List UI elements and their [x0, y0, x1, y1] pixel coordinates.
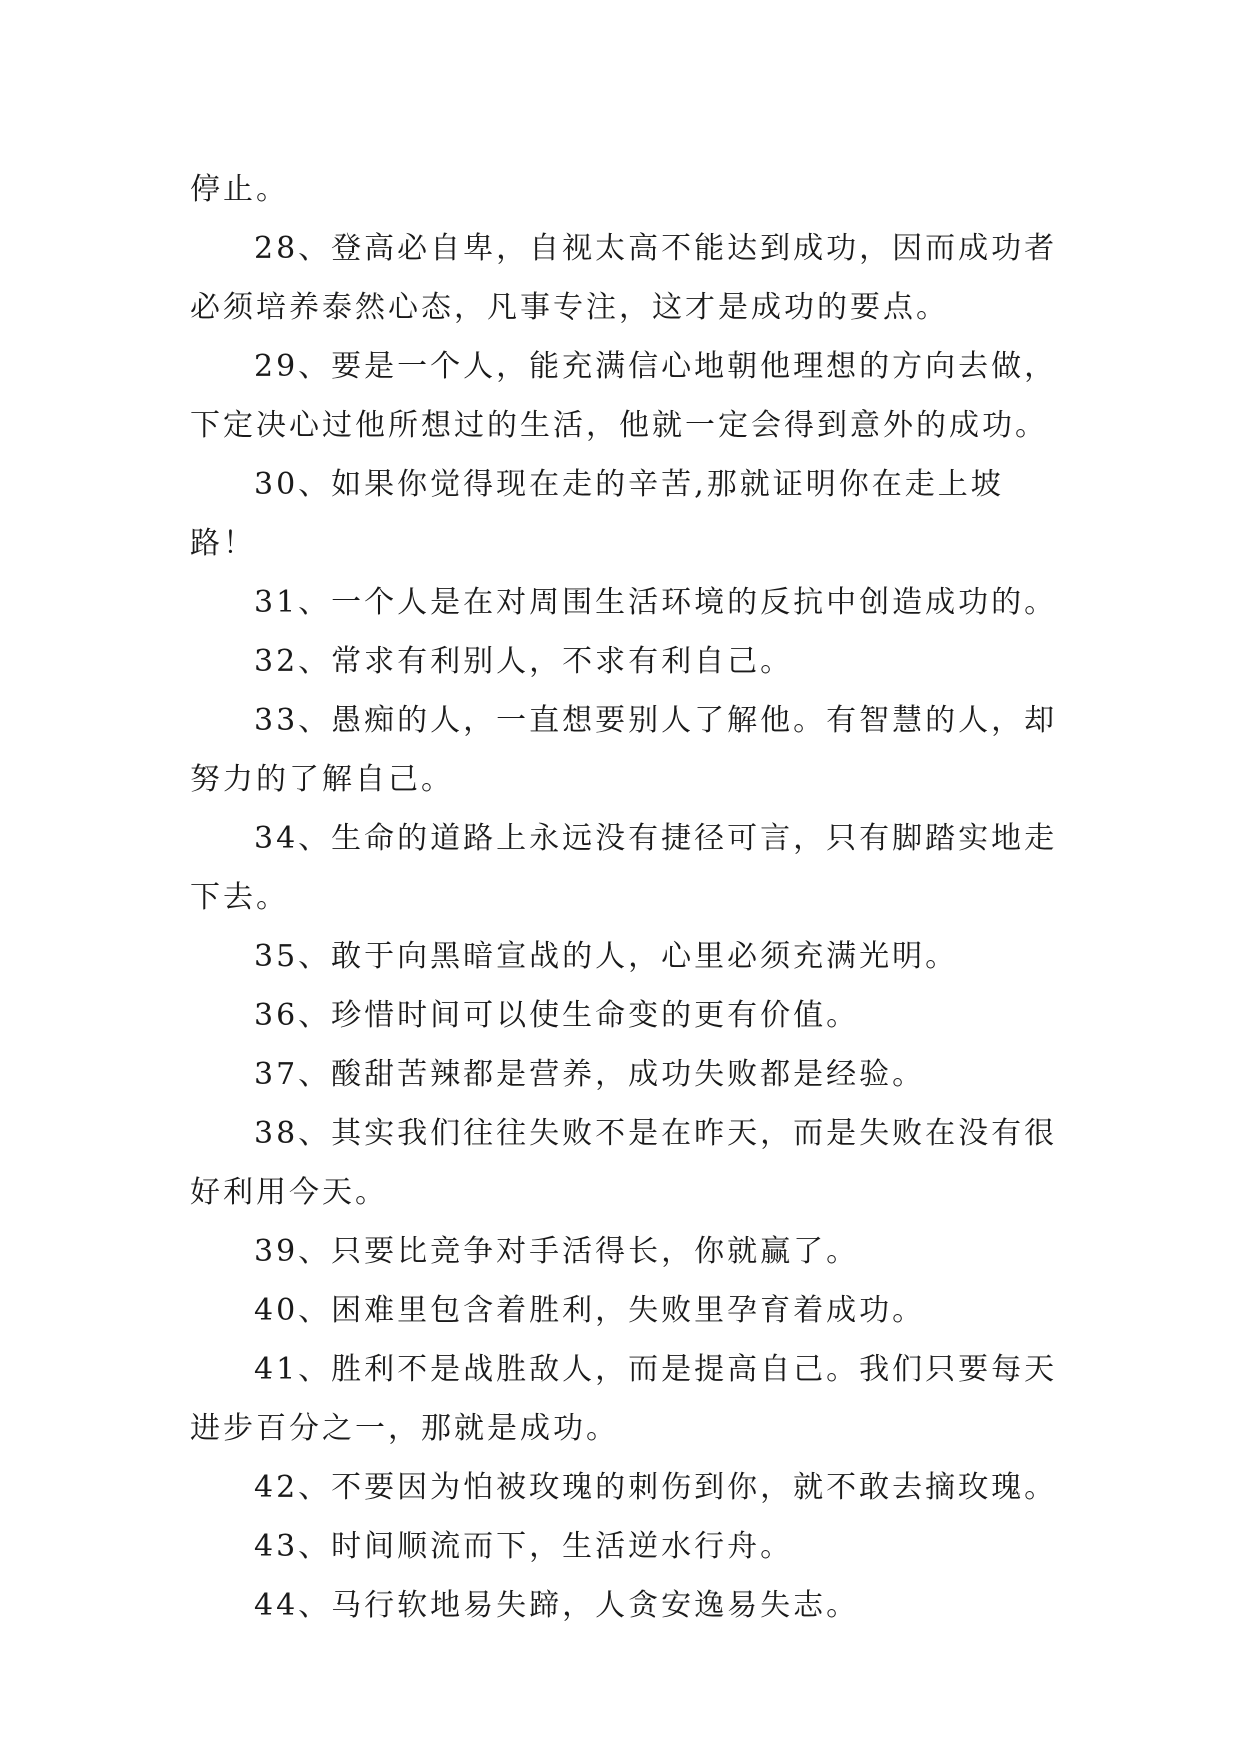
paragraph-40: 40、困难里包含着胜利，失败里孕育着成功。: [254, 1293, 926, 1328]
paragraph-41: 41、胜利不是战胜敌人，而是提高自己。我们只要每天进步百分之一，那就是成功。: [190, 1352, 1058, 1446]
paragraph-32: 32、常求有利别人，不求有利自己。: [254, 644, 794, 679]
paragraph-29: 29、要是一个人，能充满信心地朝他理想的方向去做，下定决心过他所想过的生活，他就一定会得到意外的成功。: [190, 349, 1058, 443]
paragraph-38: 38、其实我们往往失败不是在昨天，而是失败在没有很好利用今天。: [190, 1116, 1058, 1210]
paragraph-44: 44、马行软地易失蹄，人贪安逸易失志。: [254, 1588, 860, 1623]
paragraph-30: 30、如果你觉得现在走的辛苦,那就证明你在走上坡路！: [190, 467, 1004, 561]
paragraph-42: 42、不要因为怕被玫瑰的刺伤到你，就不敢去摘玫瑰。: [254, 1470, 1058, 1505]
paragraph-43: 43、时间顺流而下，生活逆水行舟。: [254, 1529, 794, 1564]
paragraph-31: 31、一个人是在对周围生活环境的反抗中创造成功的。: [254, 585, 1058, 620]
paragraph-33: 33、愚痴的人，一直想要别人了解他。有智慧的人，却努力的了解自己。: [190, 703, 1058, 797]
document-body: [190, 160, 1060, 1635]
paragraph-continuation: 停止。: [190, 172, 289, 207]
paragraph-35: 35、敢于向黑暗宣战的人，心里必须充满光明。: [254, 939, 959, 974]
paragraph-36: 36、珍惜时间可以使生命变的更有价值。: [254, 998, 860, 1033]
paragraph-37: 37、酸甜苦辣都是营养，成功失败都是经验。: [254, 1057, 926, 1092]
paragraph-28: 28、登高必自卑，自视太高不能达到成功，因而成功者必须培养泰然心态，凡事专注，这才是成功的要点。: [190, 231, 1058, 325]
paragraph-39: 39、只要比竞争对手活得长，你就赢了。: [254, 1234, 860, 1269]
paragraph-34: 34、生命的道路上永远没有捷径可言，只有脚踏实地走下去。: [190, 821, 1058, 915]
